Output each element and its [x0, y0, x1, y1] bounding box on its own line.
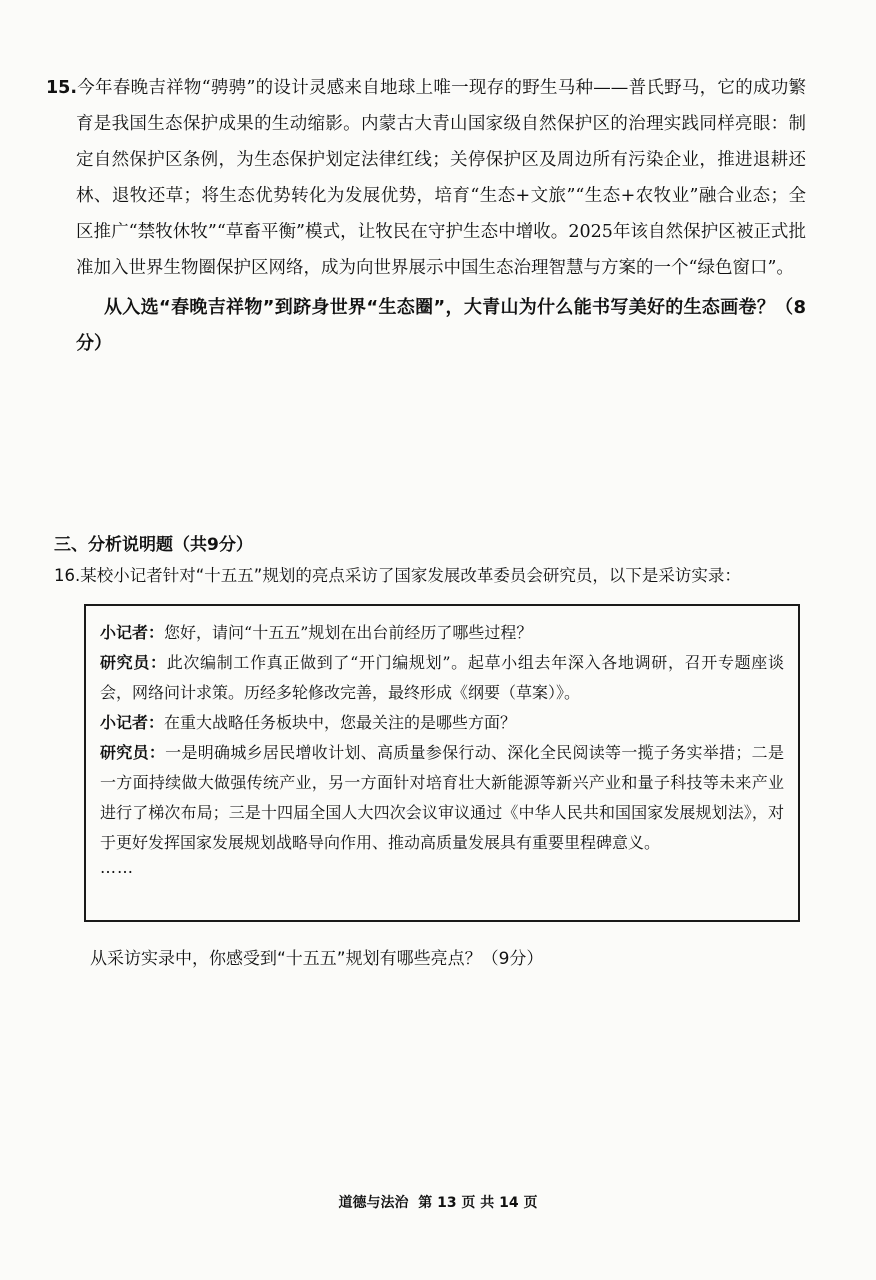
dialogue-ellipsis: ……: [100, 858, 134, 877]
dialogue-speaker: 小记者：: [100, 623, 165, 642]
dialogue-line: [100, 708, 784, 738]
question-15: [46, 70, 806, 362]
dialogue-line: [100, 738, 784, 858]
question-15-body: [46, 70, 806, 286]
dialogue-text: 一是明确城乡居民增收计划、高质量参保行动、深化全民阅读等一揽子务实举措；二是一方面持续做大做强传统产业，另一方面针对培育壮大新能源等新兴产业和量子科技等未来产业进行了梯次布局；三是十四届全国人大四次会议审议通过《中华人民共和国国家发展规划法》，对于更好发挥国家发展规划战略导向作用、推动高质量发展具有重要里程碑意义。: [100, 743, 784, 852]
question-15-prompt: 从入选“春晚吉祥物”到跻身世界“生态圈”，大青山为什么能书写美好的生态画卷？（8分）: [76, 297, 806, 354]
dialogue-speaker: 研究员：: [100, 653, 167, 672]
section-title: 三、分析说明题（共9分）: [54, 535, 253, 555]
dialogue-text: 您好，请问“十五五”规划在出台前经历了哪些过程？: [164, 623, 533, 642]
question-16-intro: 16.某校小记者针对“十五五”规划的亮点采访了国家发展改革委员会研究员，以下是采访实录：: [54, 566, 741, 585]
dialogue-text: 在重大战略任务板块中，您最关注的是哪些方面？: [164, 713, 517, 732]
interview-transcript-box: [84, 604, 800, 922]
dialogue-speaker: 研究员：: [100, 743, 166, 762]
dialogue-speaker: 小记者：: [100, 713, 165, 732]
dialogue-line: [100, 618, 784, 648]
question-16-prompt: 从采访实录中，你感受到“十五五”规划有哪些亮点？（9分）: [90, 949, 544, 969]
dialogue-line: [100, 648, 784, 708]
question-15-material: 今年春晚吉祥物“骋骋”的设计灵感来自地球上唯一现存的野生马种——普氏野马，它的成功繁育是我国生态保护成果的生动缩影。内蒙古大青山国家级自然保护区的治理实践同样亮眼：制定自然保护区条例，为生态保护划定法律红线；关停保护区及周边所有污染企业，推进退耕还林、退牧还草；将生态优势转化为发展优势，培育“生态+文旅”“生态+农牧业”融合业态；全区推广“禁牧休牧”“草畜平衡”模式，让牧民在守护生态中增收。2025年该自然保护区被正式批准加入世界生物圈保护区网络，成为向世界展示中国生态治理智慧与方案的一个“绿色窗口”。: [76, 78, 806, 278]
question-15-number: 15.: [46, 78, 78, 98]
page-footer: 道德与法治 第 13 页 共 14 页: [338, 1195, 538, 1211]
dialogue-text: 此次编制工作真正做到了“开门编规划”。起草小组去年深入各地调研，召开专题座谈会，网络问计求策。历经多轮修改完善，最终形成《纲要（草案）》。: [100, 653, 784, 702]
